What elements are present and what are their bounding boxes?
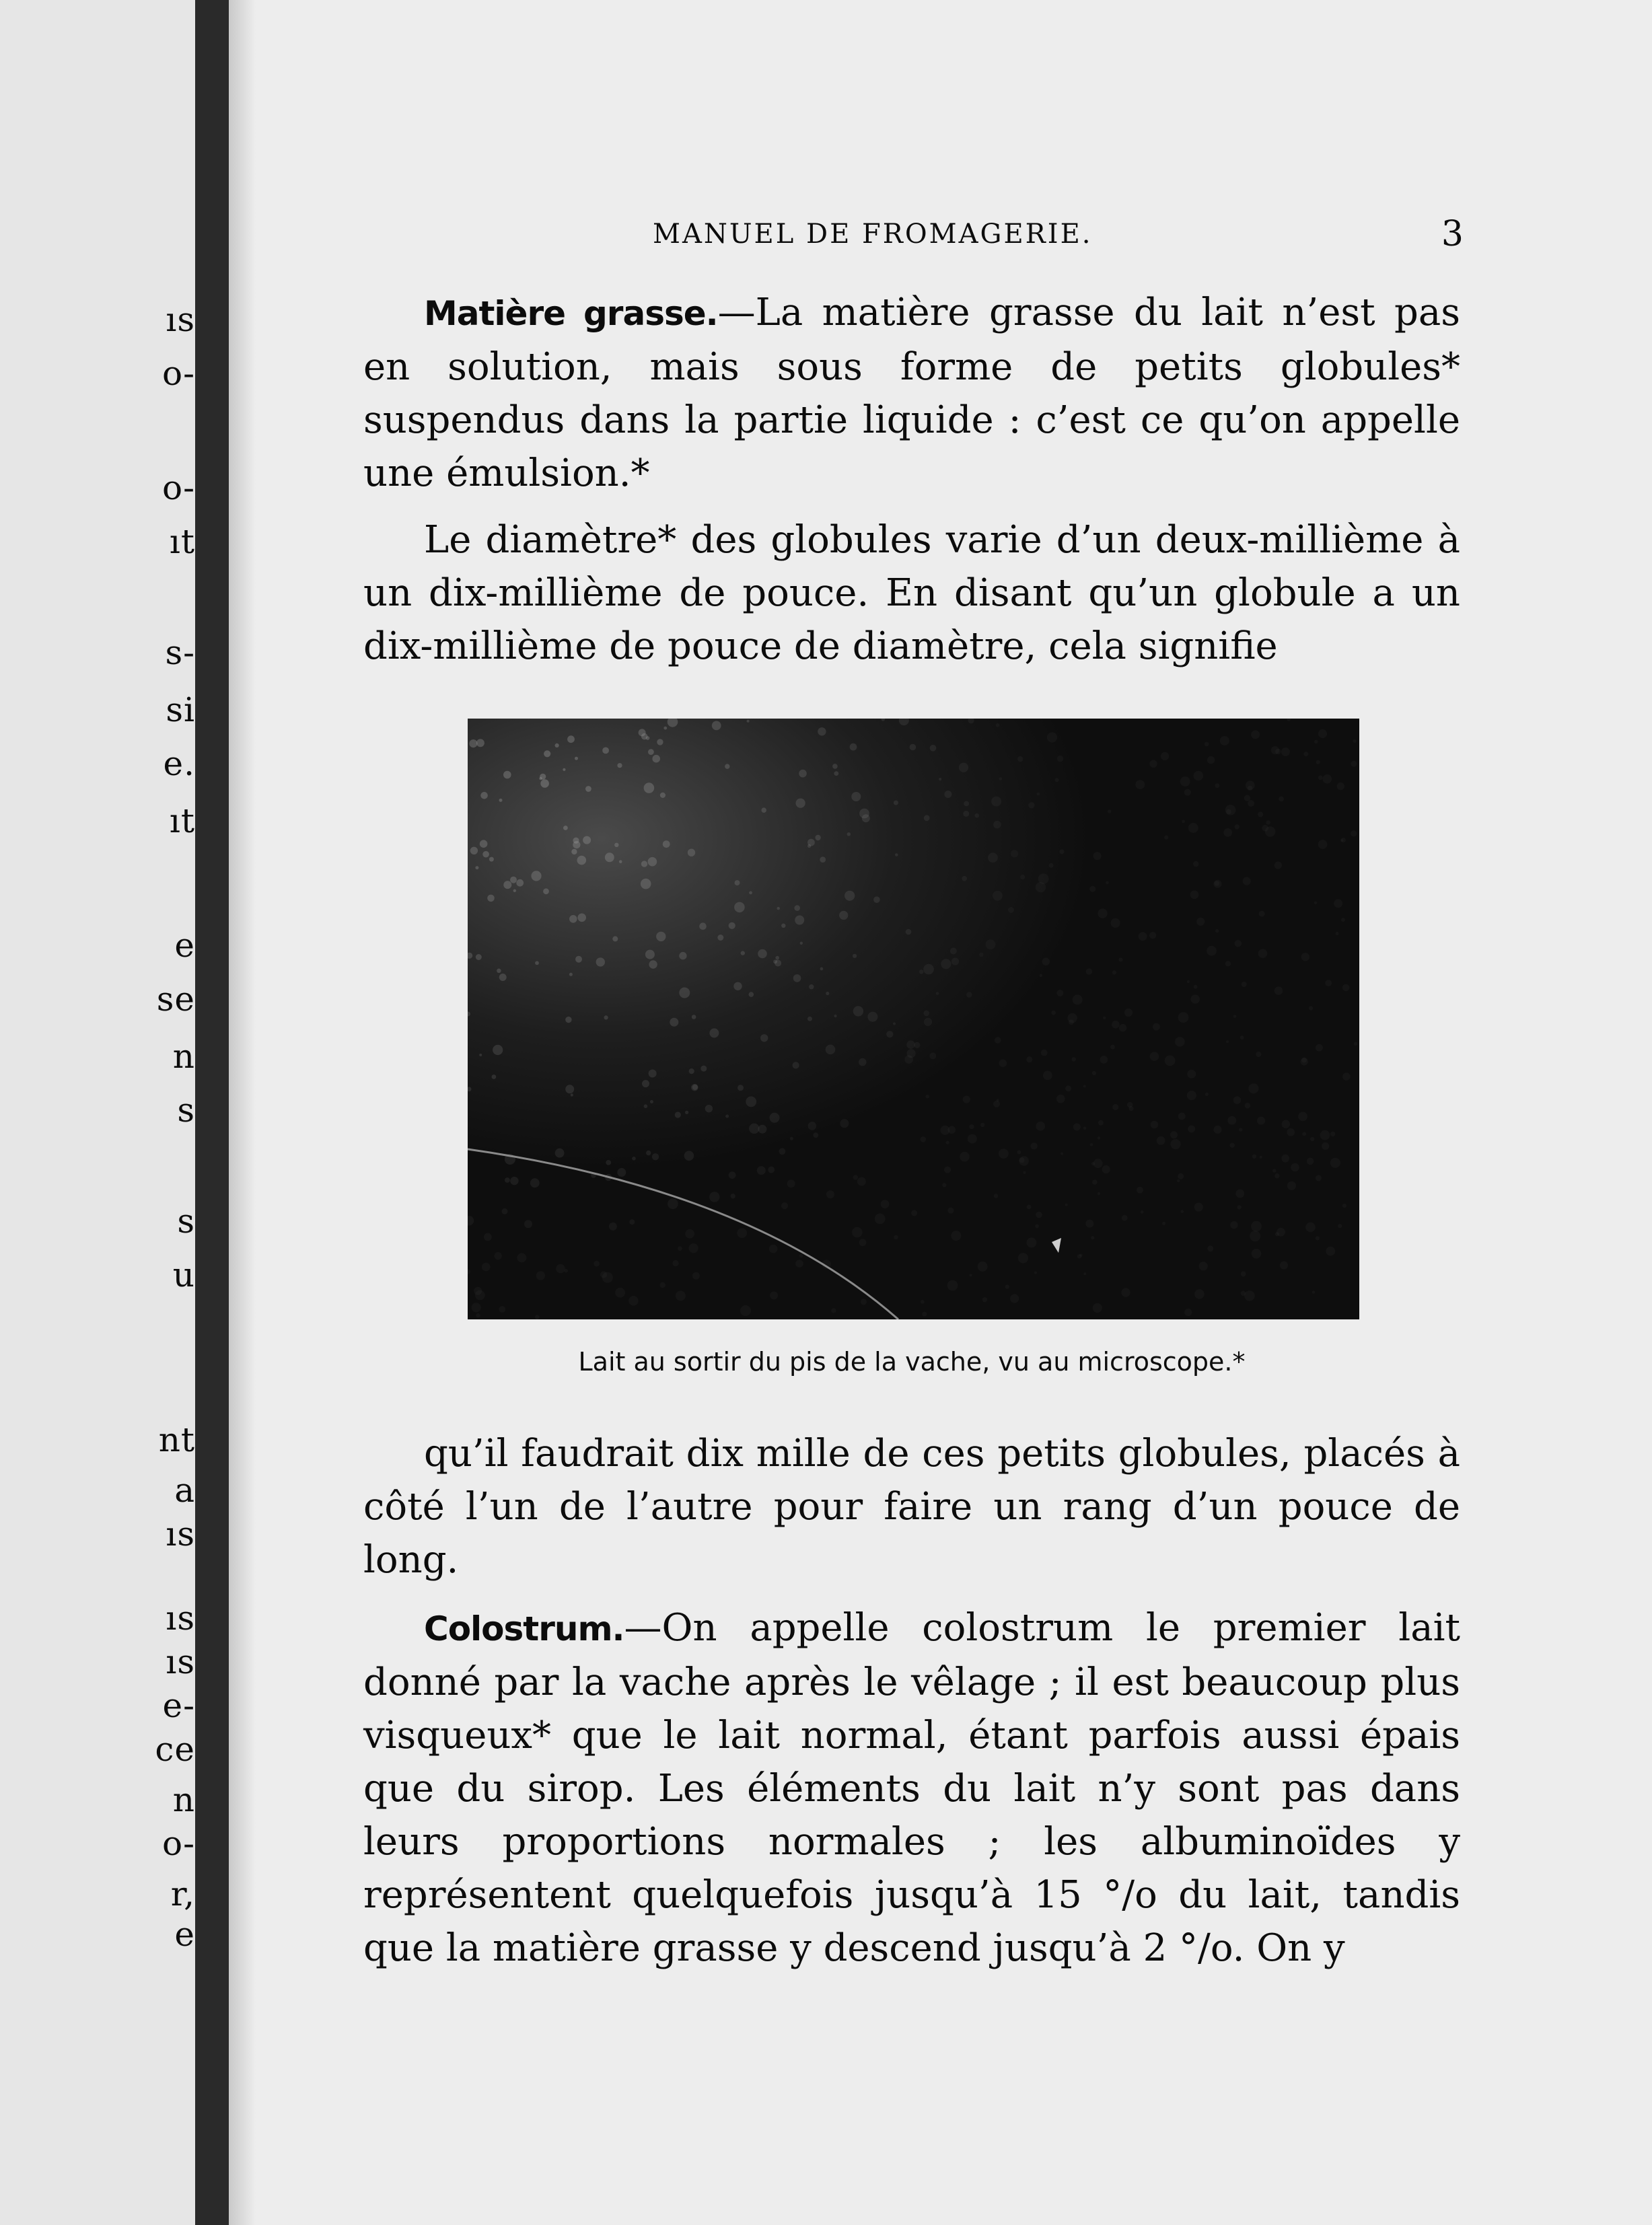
page-number: 3	[1441, 214, 1464, 254]
facing-page-fragment: n	[172, 1037, 195, 1076]
facing-page-fragment: a	[174, 1471, 195, 1510]
facing-page-fragment: se	[156, 980, 195, 1019]
facing-page-edge	[0, 0, 195, 2225]
paragraph-dix-mille: qu’il faudrait dix mille de ces petits globules, placés à côté l’un de l’autre pour faire un rang d’un pouce de long.	[363, 1432, 1460, 1582]
facing-page-fragment: o-	[162, 468, 195, 507]
facing-page-fragment: s-	[165, 633, 195, 672]
facing-page-fragment: ıt	[169, 522, 195, 561]
book-gutter	[195, 0, 229, 2225]
paragraph-colostrum	[363, 1601, 1460, 1975]
facing-page-fragment: o-	[162, 354, 195, 393]
facing-page-fragment: ıt	[169, 801, 195, 840]
facing-page-fragment: e	[174, 1915, 195, 1954]
facing-page-fragment: ce	[155, 1730, 195, 1769]
facing-page-fragment: nt	[158, 1420, 195, 1459]
facing-page-fragment: n	[172, 1780, 195, 1819]
paragraph-lead-colostrum: Colostrum.	[424, 1609, 624, 1648]
facing-page-fragment: r,	[170, 1874, 195, 1913]
paragraph-body: —La matière grasse du lait n’est pas en solution, mais sous forme de petits globules* suspendus dans la partie liquide : c’est ce qu’on appelle une émulsion.*	[363, 291, 1460, 495]
facing-page-fragment: s	[177, 1091, 195, 1130]
facing-page-fragment: si	[166, 690, 195, 729]
facing-page-fragment: e-	[162, 1686, 195, 1725]
facing-page-fragment: o-	[162, 1824, 195, 1863]
figure-caption: Lait au sortir du pis de la vache, vu au microscope.*	[578, 1347, 1246, 1377]
facing-page-fragment: u	[172, 1255, 195, 1294]
facing-page-fragment: ıs	[166, 1599, 195, 1638]
facing-page-fragment: e	[174, 926, 195, 965]
milk-globules-image	[468, 719, 1359, 1319]
facing-page-fragment: ıs	[166, 300, 195, 339]
paragraph-body: —On appelle colostrum le premier lait donné par la vache après le vêlage ; il est beaucoup plus visqueux* que le lait normal, étant parfois aussi épais que du sirop. Les éléments du lait n’y sont pas dans leurs proportions normales ; les albuminoïdes y représentent quelquefois jusqu’à 15 °/o du lait, tandis que la matière grasse y descend jusqu’à 2 °/o. On y	[363, 1606, 1460, 1970]
facing-page-fragment: ıs	[166, 1642, 195, 1681]
microscope-photograph	[468, 719, 1359, 1319]
page-header	[363, 214, 1464, 254]
gutter-shadow	[229, 0, 256, 2225]
facing-page-fragment: e.	[163, 744, 195, 783]
paragraph-lead-matiere-grasse: Matière grasse.	[424, 294, 718, 333]
facing-page-fragment: s	[177, 1202, 195, 1241]
running-title: MANUEL DE FROMAGERIE.	[653, 219, 1093, 250]
facing-page-fragment: ıs	[166, 1515, 195, 1554]
paragraph-matiere-grasse	[363, 286, 1460, 500]
paragraph-diametre: Le diamètre* des globules varie d’un deux-millième à un dix-millième de pouce. En disant qu’un globule a un dix-millième de pouce de diamètre, cela signifie	[363, 518, 1460, 668]
